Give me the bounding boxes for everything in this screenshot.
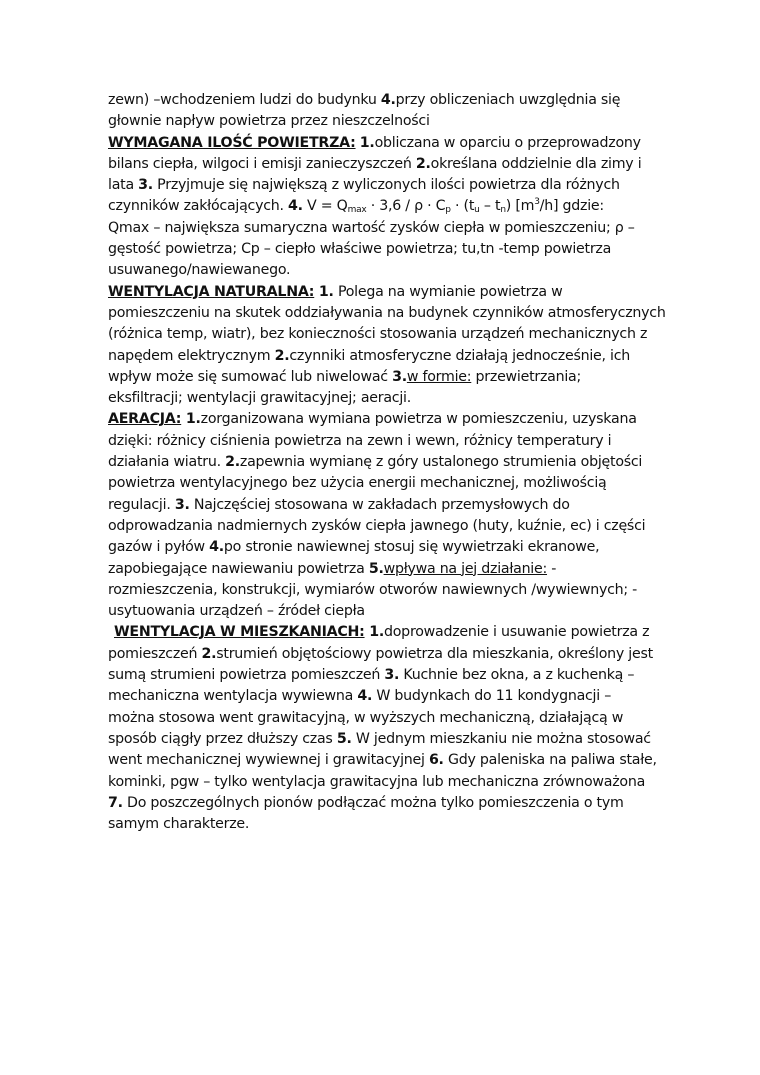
text: sumą strumieni powietrza pomieszczeń — [108, 667, 385, 684]
text-line — [108, 90, 668, 111]
item-number: 1. — [364, 624, 384, 641]
text: zapobiegające nawiewaniu powietrza — [108, 560, 369, 577]
text-line — [108, 154, 668, 175]
item-number: 5. — [336, 730, 352, 747]
text: - — [547, 560, 557, 577]
text-line: kominki, pgw – tylko wentylacja grawitacyjna lub mechaniczna zrównoważona — [108, 773, 646, 790]
item-number: 2. — [201, 645, 217, 662]
item-number: 3. — [384, 667, 400, 684]
formula-line — [108, 196, 668, 217]
section-heading-naturalna: WENTYLACJA NATURALNA: — [108, 283, 315, 300]
text: zorganizowana wymiana powietrza w pomieszczeniu, uzyskana — [200, 411, 637, 428]
text: działania wiatru. — [108, 454, 226, 471]
underlined-text: w formie: — [406, 368, 472, 385]
text-line: gęstość powietrza; Cp – ciepło właściwe powietrza; tu,tn -temp powietrza — [108, 241, 612, 258]
text-line — [108, 665, 668, 686]
formula-text: · (t — [450, 198, 475, 215]
text-line — [108, 537, 668, 558]
text: regulacji. — [108, 496, 175, 513]
item-number: 6. — [428, 752, 444, 769]
item-number: 1. — [314, 283, 334, 300]
text: Gdy paleniska na paliwa stałe, — [443, 752, 657, 769]
text-line: pomieszczeniu na skutek oddziaływania na budynek czynników atmosferycznych — [108, 304, 666, 321]
text-line — [108, 175, 668, 196]
text-line: głownie napływ powietrza przez nieszczelności — [108, 113, 430, 130]
text-line: usuwanego/nawiewanego. — [108, 262, 291, 279]
text-line: eksfiltracji; wentylacji grawitacyjnej; aeracji. — [108, 390, 411, 407]
text-line: powietrza wentylacyjnego bez użycia energii mechanicznej, możliwością — [108, 475, 607, 492]
text: W jednym mieszkaniu nie można stosować — [351, 730, 651, 747]
text: zapewnia wymianę z góry ustalonego strumienia objętości — [239, 454, 643, 471]
text: określana oddzielnie dla zimy i — [430, 155, 642, 172]
text-line: (różnica temp, wiatr), bez konieczności stosowania urządzeń mechanicznych z — [108, 326, 648, 343]
text-line — [108, 729, 668, 750]
text-line — [108, 750, 668, 771]
formula-text: /h] gdzie: — [539, 198, 604, 215]
text: gazów i pyłów — [108, 539, 210, 556]
text-line — [108, 495, 668, 516]
text: czynniki atmosferyczne działają jednocześnie, ich — [289, 347, 631, 364]
text-line — [108, 559, 668, 580]
item-number: 3. — [392, 368, 407, 385]
text: Polega na wymianie powietrza w — [333, 283, 563, 300]
text: sposób ciągły przez dłuższy czas — [108, 730, 337, 747]
text: przewietrzania; — [471, 368, 582, 385]
text: Do poszczególnych pionów podłączać można tylko pomieszczenia o tym — [122, 794, 624, 811]
text-line: rozmieszczenia, konstrukcji, wymiarów otworów nawiewnych /wywiewnych; - — [108, 581, 638, 598]
text-line — [108, 644, 668, 665]
text-line — [108, 793, 668, 814]
item-number: 1. — [181, 411, 201, 428]
section-heading-aeracja: AERACJA: — [108, 411, 182, 428]
item-number: 3. — [174, 496, 190, 513]
subscript: u — [474, 205, 480, 216]
text-line — [108, 282, 668, 303]
text: lata — [108, 177, 139, 194]
text: czynników zakłócających. — [108, 198, 289, 215]
formula-text: ) [m — [505, 198, 535, 215]
text-line — [108, 367, 668, 388]
text-line — [108, 622, 668, 643]
item-number: 4. — [288, 198, 303, 215]
text: obliczana w oparciu o przeprowadzony — [374, 134, 641, 151]
text: W budynkach do 11 kondygnacji – — [372, 688, 612, 705]
text: bilans ciepła, wilgoci i emisji zanieczyszczeń — [108, 155, 416, 172]
text-line: samym charakterze. — [108, 816, 250, 833]
text: went mechanicznej wywiewnej i grawitacyjnej — [108, 752, 429, 769]
text-line: odprowadzania nadmiernych zysków ciepła jawnego (huty, kuźnie, ec) i części — [108, 517, 646, 534]
section-heading-wymagana: WYMAGANA ILOŚĆ POWIETRZA: — [108, 134, 356, 151]
text: Kuchnie bez okna, a z kuchenką – — [399, 667, 635, 684]
text-line — [108, 346, 668, 367]
item-number: 5. — [368, 560, 384, 577]
formula-text: – t — [479, 198, 501, 215]
subscript: p — [445, 205, 451, 216]
document-page — [108, 90, 668, 835]
section-heading-mieszkania: WENTYLACJA W MIESZKANIACH: — [114, 624, 365, 641]
text: strumień objętościowy powietrza dla mieszkania, określony jest — [216, 645, 653, 662]
text-line — [108, 686, 668, 707]
underlined-text: wpływa na jej działanie: — [383, 560, 548, 577]
text: wpływ może się sumować lub niwelować — [108, 368, 393, 385]
text-line — [108, 133, 668, 154]
text: napędem elektrycznym — [108, 347, 275, 364]
item-number: 1. — [359, 134, 375, 151]
text-line: usytuowania urządzeń – źródeł ciepła — [108, 603, 365, 620]
subscript: max — [347, 205, 367, 216]
formula-text: V = Q — [302, 198, 348, 215]
item-number: 7. — [108, 794, 123, 811]
text-line: dzięki: różnicy ciśnienia powietrza na zewn i wewn, różnicy temperatury i — [108, 432, 612, 449]
subscript: n — [500, 205, 506, 216]
text-line: można stosowa went grawitacyjną, w wyższych mechaniczną, działającą w — [108, 709, 624, 726]
text: po stronie nawiewnej stosuj się wywietrzaki ekranowe, — [223, 539, 600, 556]
text: przy obliczeniach uwzględnia się — [395, 92, 621, 108]
text: Przyjmuje się największą z wyliczonych ilości powietrza dla różnych — [152, 177, 620, 194]
item-number: 2. — [415, 155, 431, 172]
item-number: 2. — [225, 454, 240, 471]
text: Najczęściej stosowana w zakładach przemysłowych do — [189, 496, 570, 513]
item-number: 4. — [380, 92, 396, 108]
item-number: 3. — [138, 177, 153, 194]
formula-text: · 3,6 / ρ · C — [366, 198, 446, 215]
item-number: 2. — [274, 347, 290, 364]
superscript: 3 — [534, 197, 540, 208]
text: mechaniczna wentylacja wywiewna — [108, 688, 358, 705]
text: zewn) –wchodzeniem ludzi do budynku — [108, 92, 381, 108]
text: pomieszczeń — [108, 645, 202, 662]
item-number: 4. — [209, 539, 224, 556]
text-line: Qmax – największa sumaryczna wartość zysków ciepła w pomieszczeniu; ρ – — [108, 219, 635, 236]
item-number: 4. — [357, 688, 373, 705]
text-line — [108, 409, 668, 430]
text-line — [108, 452, 668, 473]
text: doprowadzenie i usuwanie powietrza z — [384, 624, 650, 641]
